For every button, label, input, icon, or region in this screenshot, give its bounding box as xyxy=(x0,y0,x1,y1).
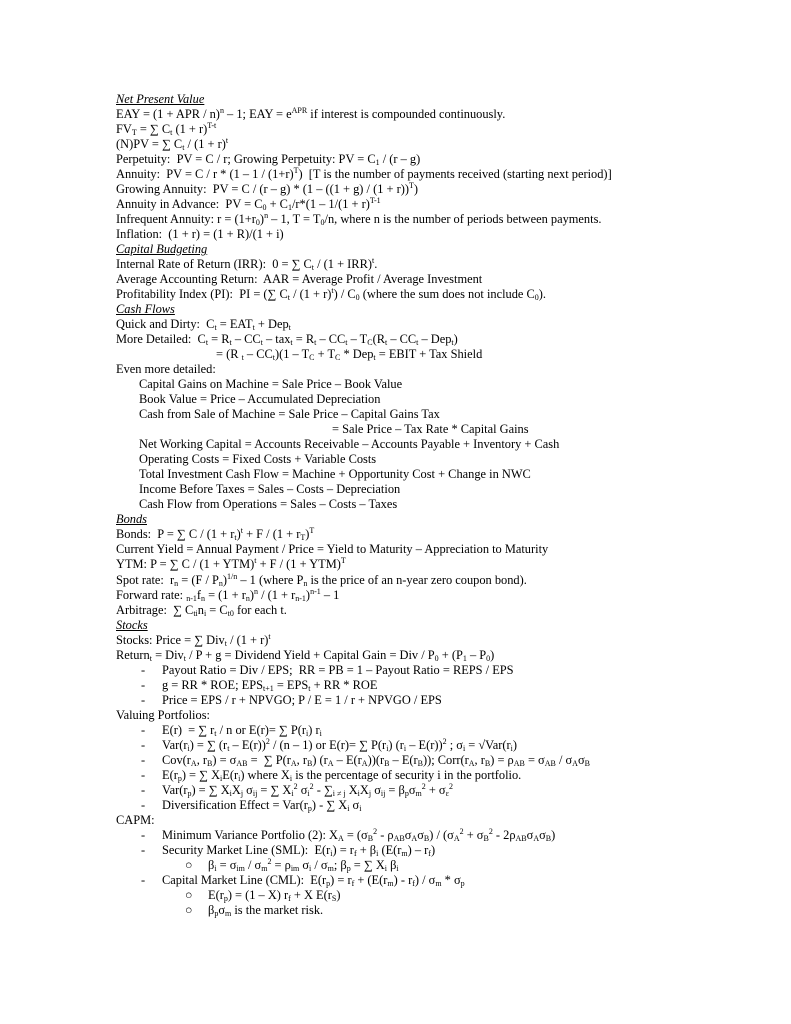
label-capm: CAPM: xyxy=(116,812,155,827)
dash-bullet: - xyxy=(141,782,146,797)
formula-operating-costs: Operating Costs = Fixed Costs + Variable Costs xyxy=(139,452,377,467)
formula-inflation: Inflation: (1 + r) = (1 + R)/(1 + i) xyxy=(116,227,284,242)
heading-cash-flows: Cash Flows xyxy=(116,302,175,317)
formula-npv: (N)PV = ∑ $C_t / (1 + r)^t$ xyxy=(116,136,229,153)
formula-annuity-in-advance: Annuity in Advance: PV = $C_0 + C_1/r*(1 - 1/(1 + r)^{T-1}$ xyxy=(116,196,381,213)
heading-bonds: Bonds xyxy=(116,512,147,527)
heading-net-present-value: Net Present Value xyxy=(116,92,205,106)
formula-expected-return: E(r) = ∑ $r_t$ / n or E(r)= ∑ $P(r_i)$ $r_i$ xyxy=(162,722,322,738)
list-item xyxy=(116,723,776,738)
formula-perpetuity: Perpetuity: PV = C / r; Growing Perpetuity: PV = $C_1 / (r - g)$ xyxy=(116,152,421,168)
formula-more-detailed-cont: = (R $_t - CC_t)(1 - T_C + T_C * Dep_t$ = EBIT + Tax Shield xyxy=(216,347,483,363)
formula-covariance: $Cov(r_A$, $r_B) = \sigma_{AB}$ = ∑ $P(r_A$, $r_B$) $(r_A - E(r_A))(r_B - E(r_B))$; $Corr(r_A$, $r_B) = \rho_{AB} = \sigma_{AB} / \sigma_A\sigma_B$ xyxy=(162,752,590,768)
formula-portfolio-variance: $Var(r_p)$ = ∑ $X_iX_j$ $\sigma_{ij}$ = ∑ $X_i^2$ $\sigma_i^2 - \sum_{i \ne j}$ $X_iX_j$ $\sigma_{ij} = \beta_p\sigma_m^2 + \sigma_\varepsilon^2$ xyxy=(162,781,453,798)
formula-aar: Average Accounting Return: AAR = Average Profit / Average Investment xyxy=(116,272,483,287)
list-item xyxy=(116,768,776,783)
dash-bullet: - xyxy=(141,752,146,767)
formula-growth: g = RR * ROE; $EPS_{t+1} = EPS_t$ + RR * ROE xyxy=(162,677,378,693)
formula-forward-rate: Forward rate: $_{n-1}f_n = (1 + r_n)^n / (1 + r_{n-1})^{n-1} - 1$ xyxy=(116,586,340,603)
formula-income-before-taxes: Income Before Taxes = Sales – Costs – Depreciation xyxy=(139,482,401,497)
formula-pi: Profitability Index (PI): PI = (∑ $C_t / (1 + r)^t) / C_0$ (where the sum does not include $C_0$). xyxy=(116,286,547,303)
list-item xyxy=(116,678,776,693)
formula-stock-price: Stocks: Price = ∑ $Div_t / (1 + r)^t$ xyxy=(116,631,271,648)
dash-bullet: - xyxy=(141,677,146,692)
formula-cash-from-sale-cont: = Sale Price – Tax Rate * Capital Gains xyxy=(332,422,529,437)
formula-more-detailed: More Detailed: $C_t = R_t - CC_t - tax_t = R_t - CC_t - T_C(R_t - CC_t - Dep_t)$ xyxy=(116,332,458,348)
dash-bullet: - xyxy=(141,737,146,752)
formula-min-variance: Minimum Variance Portfolio (2): $X_A = (\sigma_B^2 - \rho_{AB}\sigma_A\sigma_B) / (\sigma_A^2 + \sigma_B^2 - 2\rho_{AB}\sigma_A\sigma_B)$ xyxy=(162,826,556,843)
formula-beta: $\beta_i = \sigma_{im} / \sigma_m^2 = \rho_{im}$ $\sigma_i / \sigma_m$; $\beta_p$ = ∑ $X_i$ $\beta_i$ xyxy=(208,856,399,873)
circle-bullet-icon: ○ xyxy=(185,902,193,917)
formula-fv: $FV_T$ = ∑ $C_t$ $(1 + r)^{T-t}$ xyxy=(116,121,217,138)
dash-bullet: - xyxy=(141,722,146,737)
list-item xyxy=(116,783,776,798)
formula-infrequent-annuity: Infrequent Annuity: $r = (1+r_0)^n - 1$, $T = T_0/n$, where n is the number of periods between payments. xyxy=(116,211,602,228)
list-item xyxy=(116,903,776,918)
list-item xyxy=(116,798,776,813)
circle-bullet-icon: ○ xyxy=(185,857,193,872)
list-item xyxy=(116,873,776,888)
formula-cash-from-operations: Cash Flow from Operations = Sales – Costs – Taxes xyxy=(139,497,398,512)
dash-bullet: - xyxy=(141,842,146,857)
heading-capital-budgeting: Capital Budgeting xyxy=(116,242,208,257)
formula-sml: Security Market Line (SML): $E(r_i) = r_f + \beta_i$ $(E(r_m) - r_f)$ xyxy=(162,842,436,858)
formula-market-risk: $\beta_p\sigma_m$ is the market risk. xyxy=(208,902,324,918)
formula-irr: Internal Rate of Return (IRR): 0 = ∑ $C_t / (1 + IRR)^t$. xyxy=(116,256,378,273)
formula-quick-dirty: Quick and Dirty: $C_t = EAT_t + Dep_t$ xyxy=(116,317,291,333)
dash-bullet: - xyxy=(141,692,146,707)
formula-annuity: Annuity: PV = $C / r * (1 - 1 / (1+r)^T)$ [T is the number of payments received (starting next period)] xyxy=(116,166,612,182)
formula-payout-ratio: Payout Ratio = Div / EPS; RR = PB = 1 – Payout Ratio = REPS / EPS xyxy=(162,662,514,677)
circle-bullet-icon: ○ xyxy=(185,887,193,902)
formula-eay: EAY = (1 + APR / n)$^n$ – 1; EAY = $e^{APR}$ if interest is compounded continuously. xyxy=(116,106,506,122)
formula-return: Return$_t$ = Div$_t$ / P + g = Dividend Yield + Capital Gain = Div / $P_0 + (P_1 - P_0)$ xyxy=(116,647,495,663)
formula-diversification: Diversification Effect = $Var(r_p)$ - ∑ $X_i$ $\sigma_i$ xyxy=(162,797,362,813)
dash-bullet: - xyxy=(141,662,146,677)
formula-variance: $Var(r_i)$ = ∑ $(r_t - E(r))^2 / (n - 1)$ or E(r)= ∑ $P(r_i)$ $(r_i - E(r))^2$ ; $\sigma_i = √Var(r_i)$ xyxy=(162,736,517,753)
formula-spot-rate: Spot rate: $r_n = (F / P_n)^{1/n} - 1$ (where $P_n$ is the price of an n-year zero coupon bond). xyxy=(116,571,527,588)
formula-cash-from-sale: Cash from Sale of Machine = Sale Price – Capital Gains Tax xyxy=(139,407,440,422)
list-item xyxy=(116,753,776,768)
list-item xyxy=(116,663,776,678)
heading-stocks: Stocks xyxy=(116,617,148,632)
list-item xyxy=(116,888,776,903)
formula-arbitrage: Arbitrage: ∑ $C_{ti}n_i = C_{t0}$ for each t. xyxy=(116,602,287,618)
formula-price-npvgo: Price = EPS / r + NPVGO; P / E = 1 / r + NPVGO / EPS xyxy=(162,692,442,707)
list-item xyxy=(116,693,776,708)
formula-portfolio-return: $E(r_p)$ = ∑ $X_iE(r_i)$ where $X_i$ is the percentage of security i in the portfolio. xyxy=(162,767,522,783)
list-item xyxy=(116,828,776,843)
list-item xyxy=(116,738,776,753)
formula-nwc: Net Working Capital = Accounts Receivable – Accounts Payable + Inventory + Cash xyxy=(139,437,560,452)
formula-cml: Capital Market Line (CML): $E(r_p) = r_f + (E(r_m) - r_f) / \sigma_m * \sigma_p$ xyxy=(162,872,465,888)
dash-bullet: - xyxy=(141,797,146,812)
dash-bullet: - xyxy=(141,827,146,842)
formula-current-yield: Current Yield = Annual Payment / Price = Yield to Maturity – Appreciation to Maturity xyxy=(116,542,549,557)
formula-capital-gains: Capital Gains on Machine = Sale Price – Book Value xyxy=(139,377,403,392)
formula-growing-annuity: Growing Annuity: PV = $C / (r - g) * (1 - ((1 + g) / (1 + r))^T)$ xyxy=(116,181,418,197)
formula-book-value: Book Value = Price – Accumulated Depreciation xyxy=(139,392,381,407)
formula-cml-return: $E(r_p) = (1 - X) r_f + X$ $E(r_S)$ xyxy=(208,887,341,903)
dash-bullet: - xyxy=(141,767,146,782)
dash-bullet: - xyxy=(141,872,146,887)
list-item xyxy=(116,858,776,873)
formula-bonds: Bonds: P = ∑ $C / (1 + r_t)^t + F / (1 + r_T)^T$ xyxy=(116,526,315,543)
list-item xyxy=(116,843,776,858)
formula-ytm: YTM: P = ∑ C / (1 + YTM)$^t$ + F / (1 + YTM)$^T$ xyxy=(116,556,346,572)
formula-sheet xyxy=(116,92,776,918)
label-valuing-portfolios: Valuing Portfolios: xyxy=(116,707,210,722)
label-even-more-detailed: Even more detailed: xyxy=(116,362,216,377)
formula-total-investment: Total Investment Cash Flow = Machine + Opportunity Cost + Change in NWC xyxy=(139,467,531,482)
